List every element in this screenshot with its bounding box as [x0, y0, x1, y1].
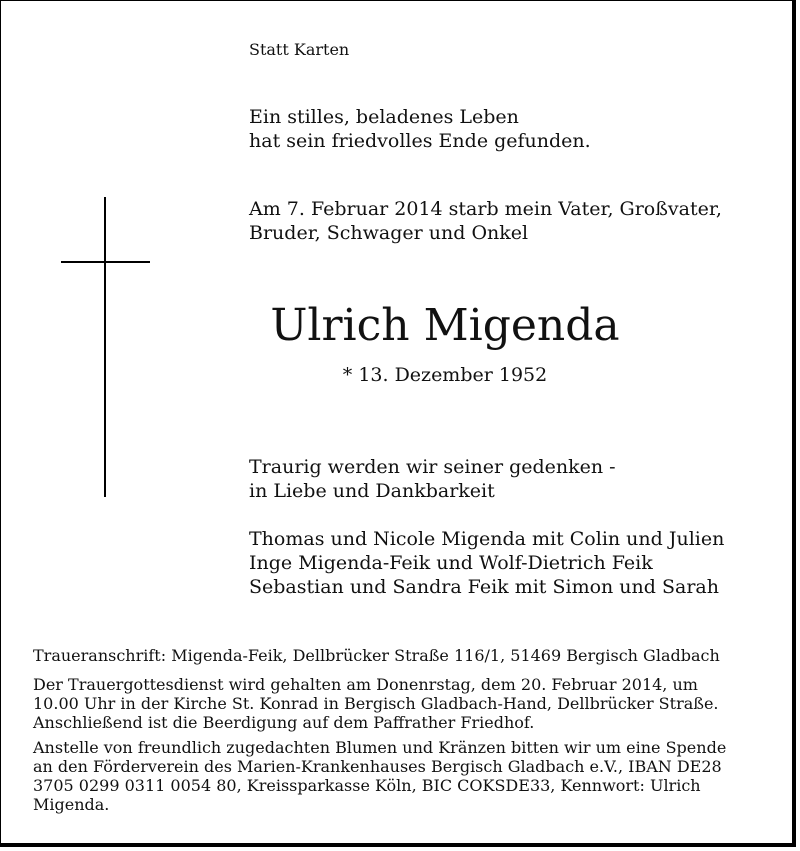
announcement-line: Bruder, Schwager und Onkel [249, 222, 529, 244]
family-line: Inge Migenda-Feik und Wolf-Dietrich Feik [249, 552, 653, 574]
family-list [249, 527, 724, 599]
donation-request [33, 738, 771, 814]
cross-icon-horizontal-bar [61, 261, 150, 263]
instead-of-cards-text: Statt Karten [249, 40, 350, 59]
service-line: Anschließend ist die Beerdigung auf dem Paffrather Friedhof. [33, 713, 535, 732]
family-line: Sebastian und Sandra Feik mit Simon und Sarah [249, 576, 719, 598]
poem-block [249, 105, 591, 153]
announcement-line: Am 7. Februar 2014 starb mein Vater, Großvater, [249, 198, 722, 220]
birth-date: * 13. Dezember 1952 [342, 364, 548, 386]
service-line: 10.00 Uhr in der Kirche St. Konrad in Bergisch Gladbach-Hand, Dellbrücker Straße. [33, 694, 719, 713]
service-line: Der Trauergottesdienst wird gehalten am Donenrstag, dem 20. Februar 2014, um [33, 675, 698, 694]
family-line: Thomas und Nicole Migenda mit Colin und Julien [249, 528, 725, 550]
donation-line: Migenda. [33, 795, 110, 814]
deceased-name: Ulrich Migenda [270, 300, 620, 351]
mourning-line: Traurig werden wir seiner gedenken - [249, 456, 616, 478]
poem-line: hat sein friedvolles Ende gefunden. [249, 130, 591, 152]
funeral-service-info [33, 675, 771, 732]
mourning-address: Traueranschrift: Migenda-Feik, Dellbrücker Straße 116/1, 51469 Bergisch Gladbach [33, 646, 720, 665]
donation-line: an den Förderverein des Marien-Krankenhauses Bergisch Gladbach e.V., IBAN DE28 [33, 757, 722, 776]
poem-line: Ein stilles, beladenes Leben [249, 106, 519, 128]
death-announcement [249, 197, 722, 245]
donation-line: 3705 0299 0311 0054 80, Kreissparkasse Köln, BIC COKSDE33, Kennwort: Ulrich [33, 776, 701, 795]
donation-line: Anstelle von freundlich zugedachten Blumen und Kränzen bitten wir um eine Spende [33, 738, 727, 757]
mourning-text [249, 455, 616, 503]
mourning-line: in Liebe und Dankbarkeit [249, 480, 495, 502]
